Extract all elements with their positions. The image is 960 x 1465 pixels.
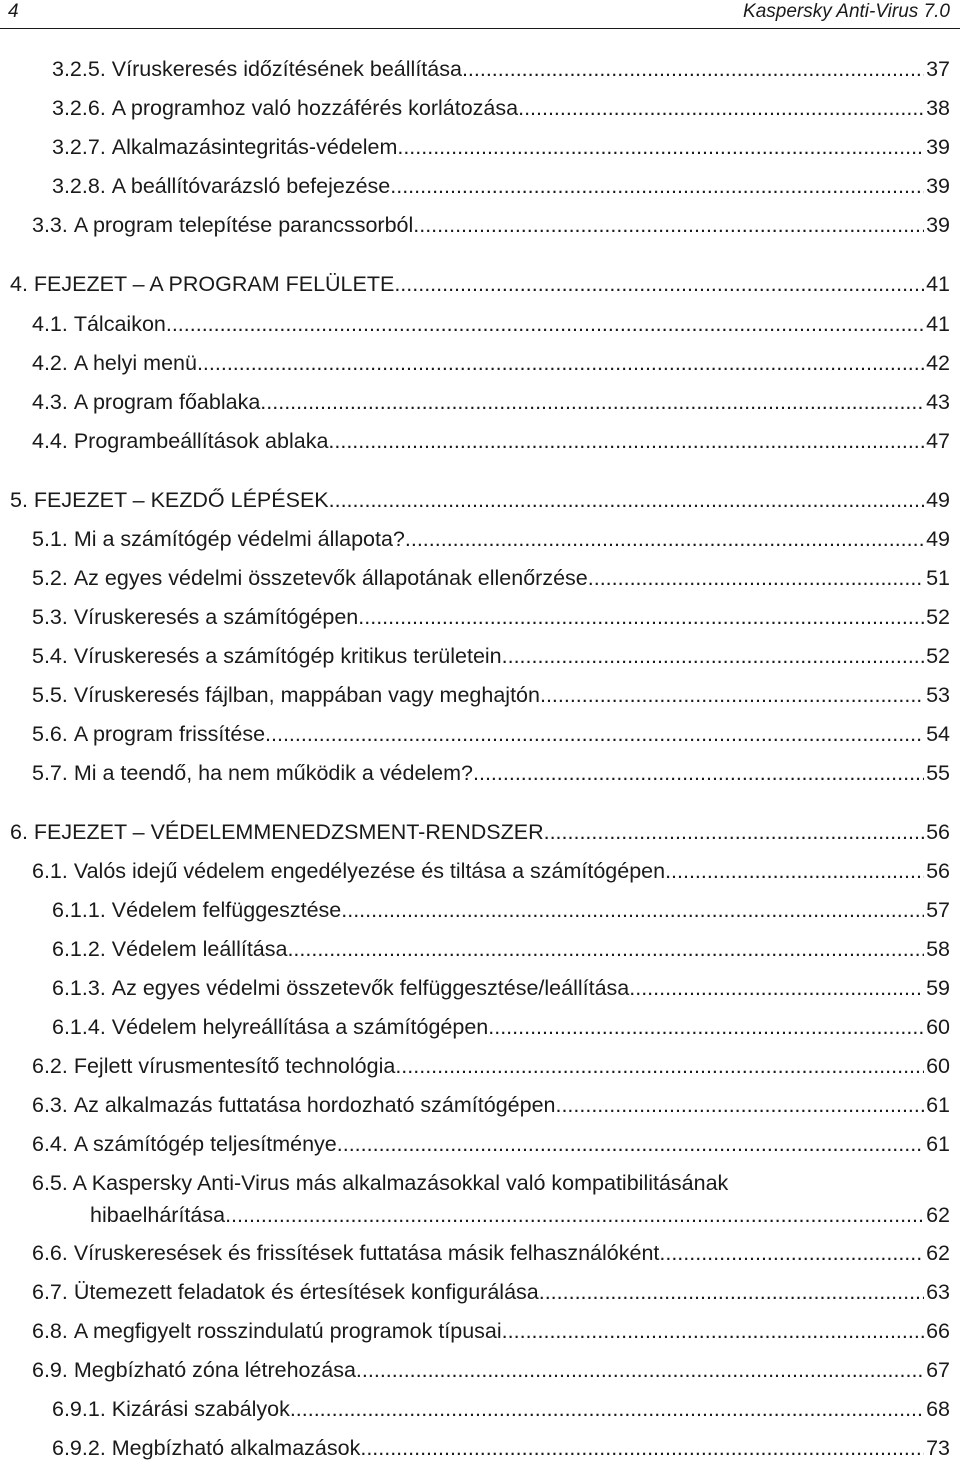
toc-entry[interactable] [0,1012,960,1042]
toc-entry-number: 3.2.7. [52,135,112,159]
dot-leader [337,1129,924,1159]
toc-entry-number: 5.5. [32,683,74,707]
toc-entry-page: 54 [926,722,950,746]
toc-entry-page: 51 [926,566,950,590]
dot-leader [588,563,924,593]
toc-entry-title: Védelem leállítása [111,937,288,961]
toc-entry[interactable] [0,856,960,886]
toc-entry[interactable] [0,524,960,554]
toc-entry-page: 39 [926,174,950,198]
dot-leader [265,719,924,749]
toc-entry-number: 4.1. [32,312,74,336]
toc-entry-number: 3.2.6. [52,96,112,120]
toc-entry-number: 6.5. [32,1171,73,1195]
toc-entry-title: Megbízható zóna létrehozása [73,1358,356,1382]
dot-leader [260,387,924,417]
toc-entry-page: 60 [926,1015,950,1039]
dot-leader [166,309,924,339]
toc-entry[interactable] [0,1277,960,1307]
dot-leader [394,269,924,299]
toc-entry-number: 6. [10,820,34,844]
toc-entry[interactable] [0,1090,960,1120]
toc-entry[interactable] [0,309,960,339]
toc-entry-page: 60 [926,1054,950,1078]
dot-leader [329,485,924,515]
toc-entry[interactable] [0,1129,960,1159]
dot-leader [360,1433,924,1463]
toc-entry-page: 49 [926,488,950,512]
dot-leader [328,426,924,456]
toc-entry-title: Az alkalmazás futtatása hordozható számítógépen [73,1093,556,1117]
toc-entry-number: 4.2. [32,351,74,375]
toc-entry[interactable] [0,1051,960,1081]
toc-entry-page: 61 [926,1093,950,1117]
dot-leader [518,93,924,123]
dot-leader [287,934,924,964]
dot-leader [341,895,924,925]
running-title: Kaspersky Anti-Virus 7.0 [743,1,950,22]
toc-entry-title: Védelem helyreállítása a számítógépen [111,1015,489,1039]
toc-entry[interactable] [0,269,960,299]
toc-entry-number: 3.2.8. [52,174,112,198]
toc-entry-title: A beállítóvarázsló befejezése [111,174,391,198]
toc-entry-continuation [90,1199,950,1231]
toc-entry-number: 5.3. [32,605,74,629]
toc-entry-title: FEJEZET – VÉDELEMMENEDZSMENT-RENDSZER [33,820,544,844]
toc-entry-page: 49 [926,527,950,551]
toc-entry-title: Mi a számítógép védelmi állapota? [73,527,405,551]
toc-entry-title: Programbeállítások ablaka [73,429,329,453]
toc-entry-number: 5.2. [32,566,74,590]
toc-entry-number: 6.7. [32,1280,74,1304]
dot-leader [356,1355,924,1385]
toc-entry-title: Védelem felfüggesztése [111,898,342,922]
toc-entry-number: 3.3. [32,213,74,237]
toc-entry-page: 62 [926,1241,950,1265]
toc-entry-title-continuation: hibaelhárítása [90,1203,226,1227]
toc-entry-page: 41 [926,272,950,296]
toc-entry[interactable] [0,680,960,710]
toc-entry[interactable] [0,641,960,671]
toc-entry-title: Az egyes védelmi összetevők felfüggesztése/leállítása [111,976,630,1000]
dot-leader [544,817,924,847]
toc-entry-page: 43 [926,390,950,414]
toc-entry-page: 67 [926,1358,950,1382]
toc-entry[interactable] [0,563,960,593]
toc-entry[interactable] [0,93,960,123]
toc-entry-page: 66 [926,1319,950,1343]
toc-entry-page: 52 [926,644,950,668]
toc-entry-title: A programhoz való hozzáférés korlátozása [111,96,519,120]
toc-entry-number: 5. [10,488,34,512]
toc-entry[interactable] [0,1238,960,1268]
dot-leader [502,641,924,671]
toc-entry-number: 6.9.2. [52,1436,112,1460]
toc-entry-page: 55 [926,761,950,785]
dot-leader [665,856,924,886]
toc-entry-number: 6.1. [32,859,74,883]
toc-entry-title: Kizárási szabályok [111,1397,290,1421]
toc-entry[interactable] [0,758,960,788]
dot-leader [539,1277,924,1307]
toc-entry-number: 4.3. [32,390,74,414]
toc-entry-number: 6.3. [32,1093,74,1117]
toc-entry-title: A program frissítése [73,722,266,746]
toc-entry-page: 58 [926,937,950,961]
toc-entry[interactable] [0,210,960,240]
toc-entry[interactable] [0,1316,960,1346]
toc-entry-page: 38 [926,96,950,120]
toc-entry[interactable] [0,973,960,1003]
toc-entry-title: Víruskeresés fájlban, mappában vagy meghajtón [73,683,540,707]
toc-entry-page: 73 [926,1436,950,1460]
toc-entry-number: 4. [10,272,34,296]
toc-entry-number: 6.1.1. [52,898,112,922]
toc-entry-title: Tálcaikon [73,312,166,336]
toc-entry-title: Alkalmazásintegritás-védelem [111,135,398,159]
toc-entry-title: Víruskeresés a számítógépen [73,605,359,629]
toc-entry-page: 61 [926,1132,950,1156]
toc-entry-number: 5.7. [32,761,74,785]
toc-entry-number: 5.6. [32,722,74,746]
dot-leader [540,680,924,710]
toc-entry[interactable] [0,1433,960,1463]
toc-entry-number: 6.8. [32,1319,74,1343]
toc-entry-page: 37 [926,57,950,81]
toc-entry-title: Víruskeresés a számítógép kritikus területein [73,644,502,668]
toc-entry-page: 56 [926,859,950,883]
toc-entry-title: A Kaspersky Anti-Virus más alkalmazásokkal való kompatibilitásának [72,1171,729,1195]
toc-entry-page: 63 [926,1280,950,1304]
toc-entry-page: 68 [926,1397,950,1421]
toc-entry-page: 59 [926,976,950,1000]
toc-entry-title: A helyi menü [73,351,197,375]
toc-entry-title: Az egyes védelmi összetevők állapotának ellenőrzése [73,566,588,590]
toc-entry-number: 6.4. [32,1132,74,1156]
toc-entry-title: Víruskeresések és frissítések futtatása másik felhasználóként [73,1241,660,1265]
toc-entry-page: 62 [926,1203,950,1227]
toc-entry-title: FEJEZET – A PROGRAM FELÜLETE [33,272,395,296]
dot-leader [462,54,924,84]
toc-entry-number: 6.9. [32,1358,74,1382]
toc-entry-title: Víruskeresés időzítésének beállítása [111,57,462,81]
dot-leader [395,1051,924,1081]
toc-entry-number: 5.4. [32,644,74,668]
page-header [0,0,960,30]
dot-leader [225,1199,924,1231]
toc-entry-page: 42 [926,351,950,375]
dot-leader [197,348,924,378]
header-rule [0,28,960,29]
dot-leader [413,210,924,240]
dot-leader [290,1394,924,1424]
toc-entry[interactable] [0,719,960,749]
dot-leader [555,1090,924,1120]
toc-entry[interactable] [0,54,960,84]
toc-entry-page: 56 [926,820,950,844]
toc-entry[interactable] [0,387,960,417]
toc-entry[interactable] [0,1394,960,1424]
dot-leader [473,758,924,788]
toc-entry-title: A program telepítése parancssorból [73,213,414,237]
toc-entry-page: 41 [926,312,950,336]
toc-entry-title: Megbízható alkalmazások [111,1436,361,1460]
toc-entry[interactable] [0,485,960,515]
toc-entry-page: 57 [926,898,950,922]
toc-entry-title: Mi a teendő, ha nem működik a védelem? [73,761,474,785]
toc-entry-number: 6.2. [32,1054,74,1078]
toc-entry-title: A program főablaka [73,390,261,414]
dot-leader [502,1316,924,1346]
toc-entry-title: A megfigyelt rosszindulatú programok típusai [73,1319,502,1343]
dot-leader [629,973,924,1003]
toc-entry[interactable] [0,895,960,925]
dot-leader [488,1012,924,1042]
toc-entry-first-line [32,1167,728,1199]
toc-entry-page: 47 [926,429,950,453]
dot-leader [405,524,924,554]
toc-entry-title: Ütemezett feladatok és értesítések konfigurálása [73,1280,539,1304]
toc-entry-page: 39 [926,135,950,159]
toc-entry-number: 6.1.4. [52,1015,112,1039]
dot-leader [659,1238,924,1268]
toc-entry-page: 53 [926,683,950,707]
dot-leader [397,132,924,162]
page-number: 4 [8,1,19,22]
toc-entry-number: 3.2.5. [52,57,112,81]
toc-entry[interactable] [0,602,960,632]
toc-entry-number: 6.6. [32,1241,74,1265]
toc-entry[interactable] [0,348,960,378]
toc-entry[interactable] [0,1355,960,1385]
toc-entry[interactable] [0,132,960,162]
toc-entry-title: A számítógép teljesítménye [73,1132,337,1156]
toc-entry-number: 5.1. [32,527,74,551]
toc-entry[interactable] [0,817,960,847]
dot-leader [390,171,924,201]
toc-entry[interactable] [0,171,960,201]
toc-entry-page: 39 [926,213,950,237]
toc-entry[interactable] [0,1167,960,1231]
toc-entry-number: 6.9.1. [52,1397,112,1421]
toc-entry-title: FEJEZET – KEZDŐ LÉPÉSEK [33,488,329,512]
toc-entry[interactable] [0,934,960,964]
dot-leader [358,602,924,632]
toc-entry-page: 52 [926,605,950,629]
toc-entry-title: Fejlett vírusmentesítő technológia [73,1054,396,1078]
toc-entry-number: 6.1.3. [52,976,112,1000]
toc-entry-number: 6.1.2. [52,937,112,961]
toc-entry-title: Valós idejű védelem engedélyezése és tiltása a számítógépen [73,859,666,883]
toc-entry-number: 4.4. [32,429,74,453]
toc-entry[interactable] [0,426,960,456]
